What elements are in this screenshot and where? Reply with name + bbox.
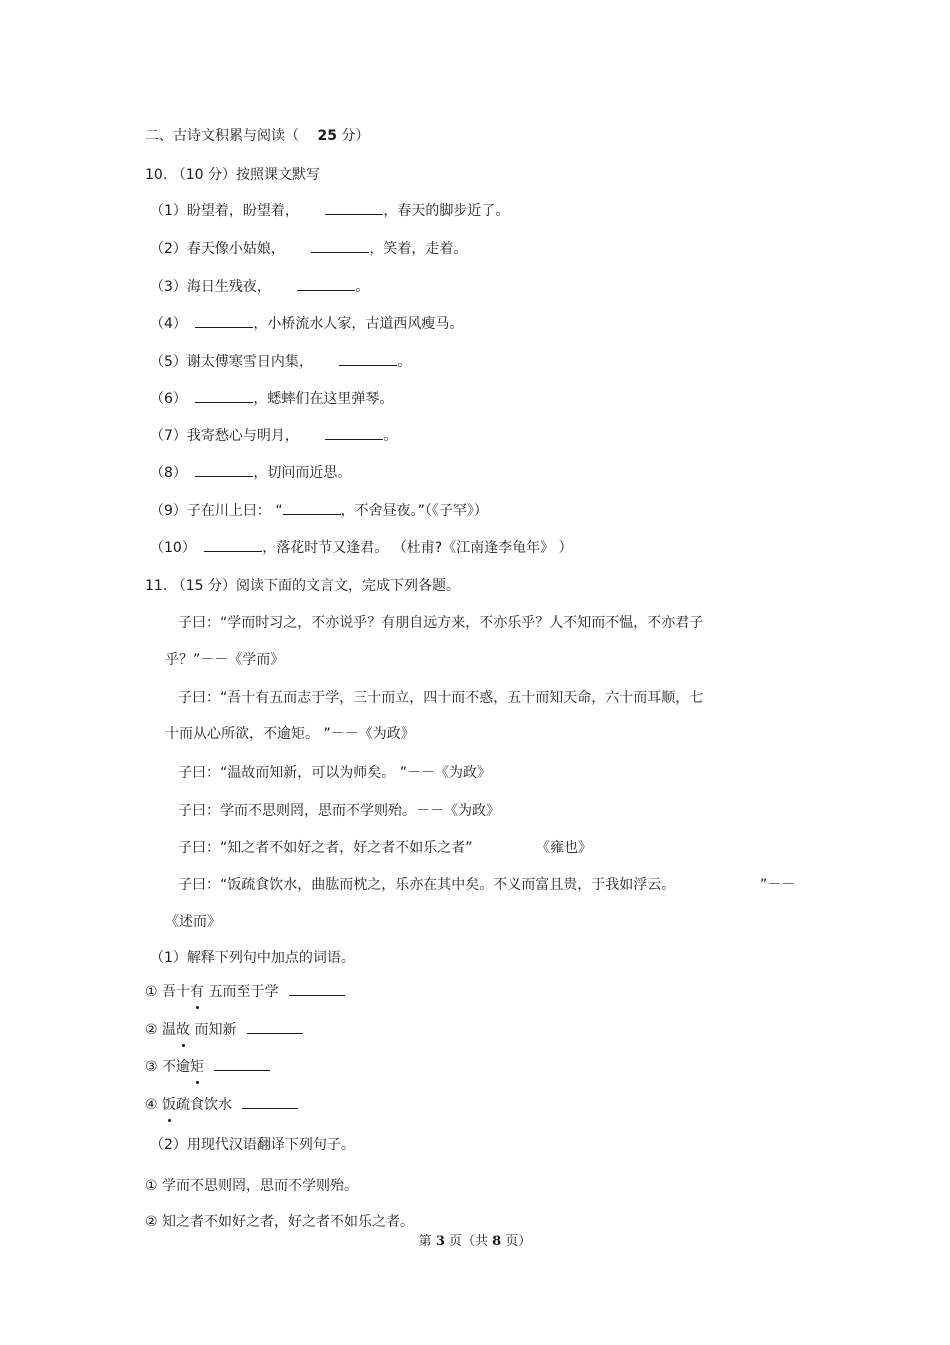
q10-item-2: （2）春天像小姑娘， ，笑着，走着。	[150, 238, 467, 259]
passage-source: 《雍也》	[536, 840, 592, 856]
q10-item-4: （4） ，小桥流水人家，古道西风瘦马。	[150, 313, 463, 334]
answer-blank[interactable]	[289, 981, 345, 996]
q10-item-1: （1）盼望着，盼望着， ，春天的脚步近了。	[150, 200, 509, 221]
answer-blank[interactable]	[325, 425, 383, 440]
answer-blank[interactable]	[204, 537, 262, 552]
passage-line: 子曰：“学而时习之，不亦说乎？有朋自远方来，不亦乐乎？人不知而不愠，不亦君子	[178, 615, 704, 631]
part2-title: （2）用现代汉语翻译下列句子。	[150, 1137, 355, 1153]
q10-item-9: （9）子在川上曰： “ ，不舍昼夜。”（《子罕》）	[150, 500, 488, 521]
q11-title: 11. （15 分）阅读下面的文言文，完成下列各题。	[145, 578, 460, 594]
answer-blank[interactable]	[325, 200, 383, 215]
q10-title: 10. （10 分）按照课文默写	[145, 167, 320, 183]
answer-blank[interactable]	[339, 351, 397, 366]
passage-line: 子曰：“吾十有五而志于学，三十而立，四十而不惑，五十而知天命，六十而耳顺，七	[178, 690, 704, 706]
q10-item-7: （7）我寄愁心与明月， 。	[150, 425, 397, 446]
passage-source: 《述而》	[165, 914, 221, 930]
q10-item-6: （6） ，蟋蟀们在这里弹琴。	[150, 388, 393, 409]
q10-item-10: （10） ，落花时节又逢君。 （杜甫?《江南逢李龟年》 ）	[150, 537, 573, 558]
page-footer: 第 3 页（共 8 页）	[418, 1234, 532, 1249]
passage-line: 子曰：学而不思则罔，思而不学则殆。－－《为政》	[178, 803, 500, 819]
answer-blank[interactable]	[283, 500, 341, 515]
part1-title: （1）解释下列句中加点的词语。	[150, 950, 355, 966]
part2-item-1: ① 学而不思则罔，思而不学则殆。	[145, 1178, 359, 1194]
answer-blank[interactable]	[311, 238, 369, 253]
part1-item-2: ② 温故 而知新	[145, 1019, 303, 1040]
part1-item-1: ① 吾十有 五而至于学	[145, 981, 345, 1002]
emphasis-dot-word: 饭	[162, 1097, 177, 1113]
emphasis-dot-word: 有	[190, 984, 205, 1000]
passage-line: 子曰：“饭疏食饮水，曲肱而枕之，乐亦在其中矣。不义而富且贵，于我如浮云。	[178, 877, 676, 893]
answer-blank[interactable]	[195, 462, 253, 477]
part2-item-2: ② 知之者不如好之者，好之者不如乐之者。	[145, 1214, 414, 1230]
page-number: 3	[435, 1234, 445, 1249]
answer-blank[interactable]	[242, 1094, 298, 1109]
section-heading: 二、古诗文积累与阅读（ 25 分）	[145, 128, 370, 144]
passage-source: ”－－	[760, 877, 796, 893]
passage-line: 乎？”－－《学而》	[165, 652, 285, 668]
q10-item-8: （8） ，切问而近思。	[150, 462, 351, 483]
passage-line: 十而从心所欲，不逾矩。 ”－－《为政》	[165, 726, 415, 742]
answer-blank[interactable]	[195, 388, 253, 403]
section-score: 25	[317, 128, 337, 144]
q10-item-5: （5）谢太傅寒雪日内集， 。	[150, 351, 411, 372]
emphasis-dot-word: 矩	[190, 1059, 205, 1075]
answer-blank[interactable]	[214, 1056, 270, 1071]
emphasis-dot-word: 故	[176, 1022, 191, 1038]
answer-blank[interactable]	[297, 276, 355, 291]
passage-line: 子曰：“温故而知新，可以为师矣。 ”－－《为政》	[178, 765, 491, 781]
q10-item-3: （3）海日生残夜， 。	[150, 276, 369, 297]
passage-line: 子曰：“知之者不如好之者，好之者不如乐之者”	[178, 840, 473, 856]
answer-blank[interactable]	[195, 313, 253, 328]
page-total: 8	[492, 1234, 502, 1249]
part1-item-3: ③ 不逾矩	[145, 1056, 270, 1077]
part1-item-4: ④ 饭疏食饮水	[145, 1094, 298, 1115]
answer-blank[interactable]	[247, 1019, 303, 1034]
